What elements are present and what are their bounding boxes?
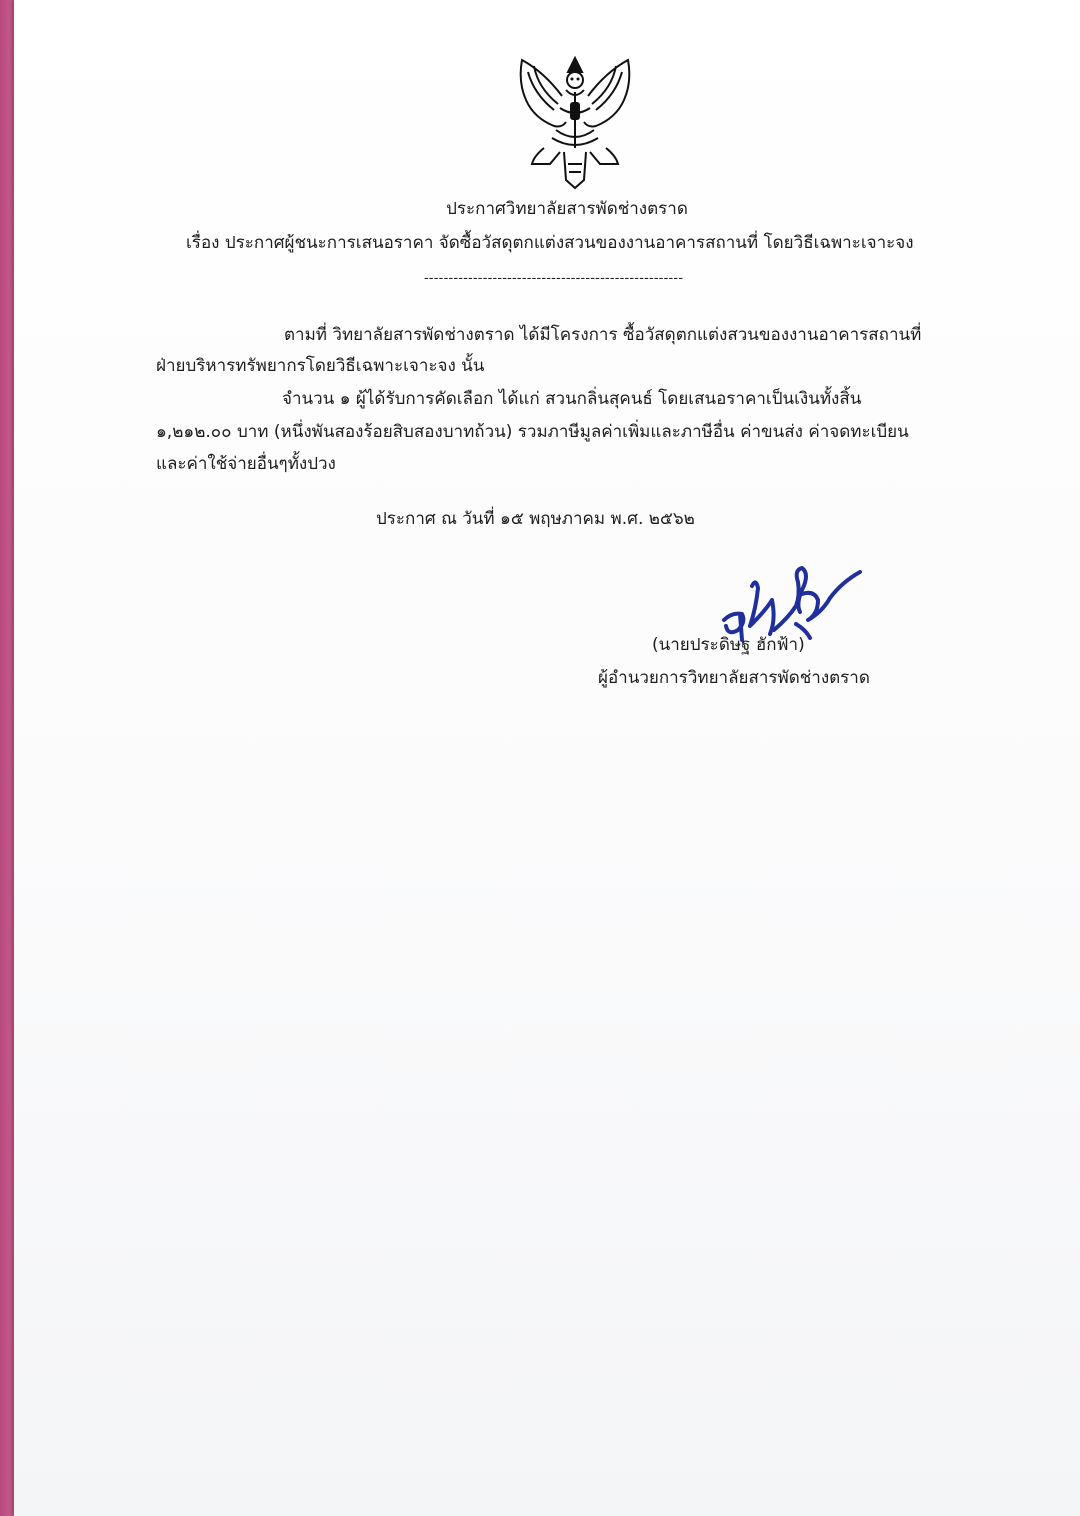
signer-name: (นายประดิษฐ ฮักฟ้า) [652,635,805,655]
paragraph-2-line-2: ๑,๒๑๒.๐๐ บาท (หนึ่งพันสองร้อยสิบสองบาทถ้วน) รวมภาษีมูลค่าเพิ่มและภาษีอื่น ค่าขนส่ง ค่าจดทะเบียน [156,422,909,442]
org-title: ประกาศวิทยาลัยสารพัดช่างตราด [446,199,688,219]
announce-date: ประกาศ ณ วันที่ ๑๕ พฤษภาคม พ.ศ. ๒๕๖๒ [376,509,695,529]
paragraph-2-line-1: จำนวน ๑ ผู้ได้รับการคัดเลือก ได้แก่ สวนกลิ่นสุคนธ์ โดยเสนอราคาเป็นเงินทั้งสิ้น [282,389,862,409]
paragraph-2-line-3: และค่าใช้จ่ายอื่นๆทั้งปวง [156,454,336,474]
paragraph-1-line-2: ฝ่ายบริหารทรัพยากรโดยวิธีเฉพาะเจาะจง นั้น [156,356,485,376]
subject-line: เรื่อง ประกาศผู้ชนะการเสนอราคา จัดซื้อวัสดุตกแต่งสวนของงานอาคารสถานที่ โดยวิธีเฉพาะเจาะจง [186,233,914,253]
garuda-emblem-icon [504,52,646,192]
divider: ----------------------------------------------------- [424,271,684,286]
paragraph-1-line-1: ตามที่ วิทยาลัยสารพัดช่างตราด ได้มีโครงการ ซื้อวัสดุตกแต่งสวนของงานอาคารสถานที่ [284,325,922,345]
signer-position: ผู้อำนวยการวิทยาลัยสารพัดช่างตราด [598,668,870,688]
document-page [14,0,1080,1516]
